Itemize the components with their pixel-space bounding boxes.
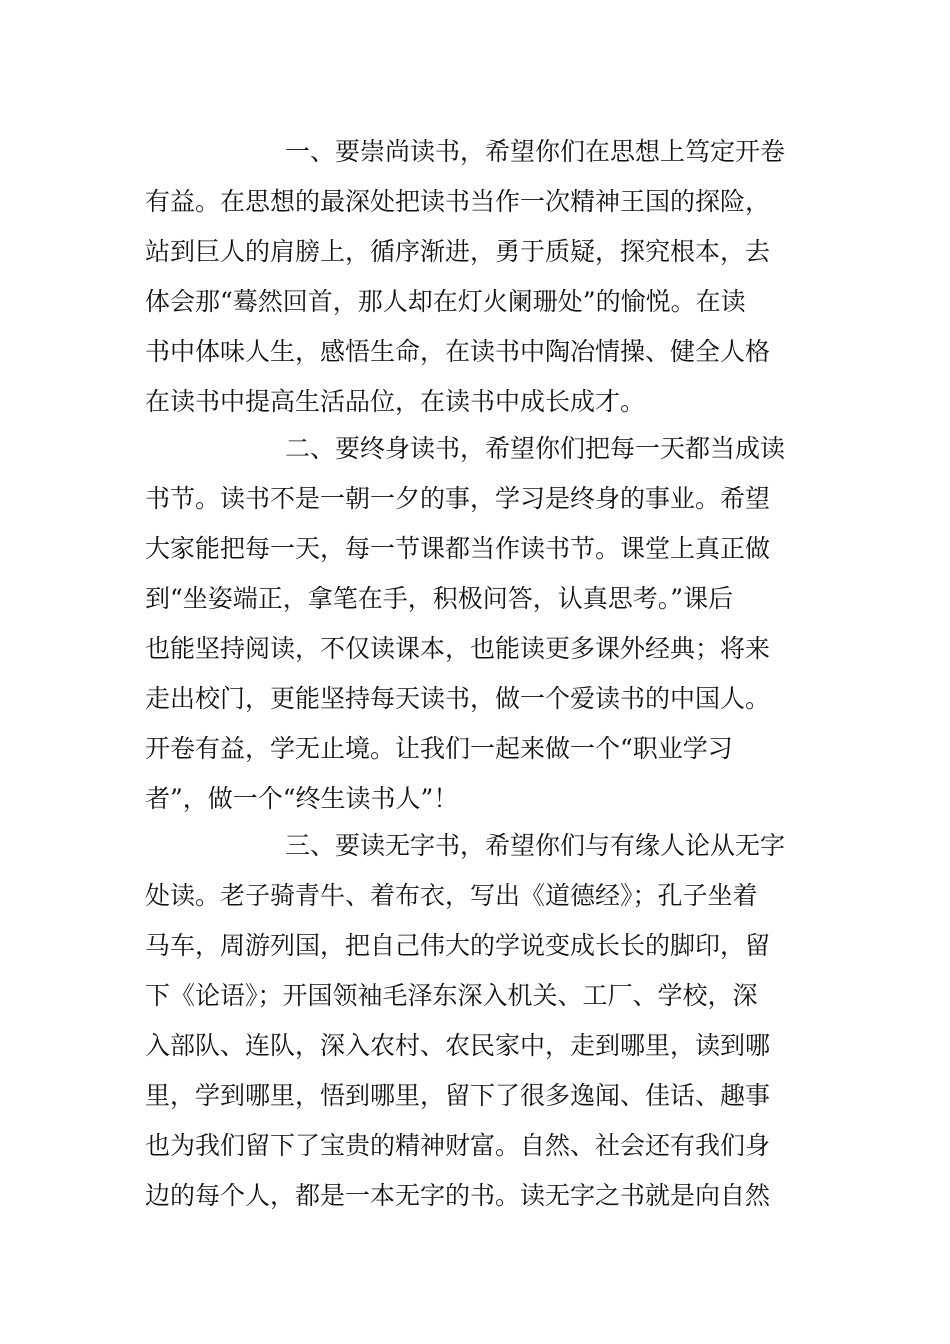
paragraph-2-line-4: 到“坐姿端正，拿笔在手，积极问答，认真思考。”课后 bbox=[145, 584, 734, 613]
paragraph-1-line-3: 站到巨人的肩膀上，循序渐进，勇于质疑，探究根本，去 bbox=[145, 237, 771, 266]
paragraph-3-line-2: 处读。老子骑青牛、着布衣，写出《道德经》；孔子坐着 bbox=[145, 881, 758, 910]
paragraph-3-line-7: 也为我们留下了宝贵的精神财富。自然、社会还有我们身 bbox=[145, 1131, 771, 1160]
paragraph-3-line-4: 下《论语》；开国领袖毛泽东深入机关、工厂、学校，深 bbox=[145, 981, 758, 1010]
paragraph-2-line-3: 大家能把每一天，每一节课都当作读书节。课堂上真正做 bbox=[145, 534, 771, 563]
paragraph-1-line-6: 在读书中提高生活品位，在读书中成长成才。 bbox=[145, 387, 646, 416]
paragraph-2-line-7: 开卷有益，学无止境。让我们一起来做一个“职业学习 bbox=[145, 734, 733, 763]
paragraph-1-line-1: 一、要崇尚读书，希望你们在思想上笃定开卷 bbox=[285, 137, 786, 166]
paragraph-3-line-1: 三、要读无字书，希望你们与有缘人论从无字 bbox=[285, 831, 786, 860]
paragraph-1-line-5: 书中体味人生，感悟生命，在读书中陶冶情操、健全人格 bbox=[145, 337, 771, 366]
paragraph-2-line-1: 二、要终身读书，希望你们把每一天都当成读 bbox=[285, 434, 786, 463]
paragraph-2-line-6: 走出校门，更能坚持每天读书，做一个爱读书的中国人。 bbox=[145, 684, 771, 713]
paragraph-3-line-5: 入部队、连队，深入农村、农民家中，走到哪里，读到哪 bbox=[145, 1031, 771, 1060]
paragraph-3-line-3: 马车，周游列国，把自己伟大的学说变成长长的脚印，留 bbox=[145, 931, 771, 960]
paragraph-2-line-8: 者”，做一个“终生读书人”！ bbox=[145, 784, 459, 813]
paragraph-2-line-2: 书节。读书不是一朝一夕的事，学习是终身的事业。希望 bbox=[145, 484, 771, 513]
paragraph-2-line-5: 也能坚持阅读，不仅读课本，也能读更多课外经典；将来 bbox=[145, 634, 771, 663]
paragraph-1-line-2: 有益。在思想的最深处把读书当作一次精神王国的探险， bbox=[145, 187, 771, 216]
paragraph-3-line-6: 里，学到哪里，悟到哪里，留下了很多逸闻、佳话、趣事 bbox=[145, 1081, 771, 1110]
paragraph-3-line-8: 边的每个人，都是一本无字的书。读无字之书就是向自然 bbox=[145, 1181, 771, 1210]
paragraph-1-line-4: 体会那“蓦然回首，那人却在灯火阑珊处”的愉悦。在读 bbox=[145, 287, 746, 316]
